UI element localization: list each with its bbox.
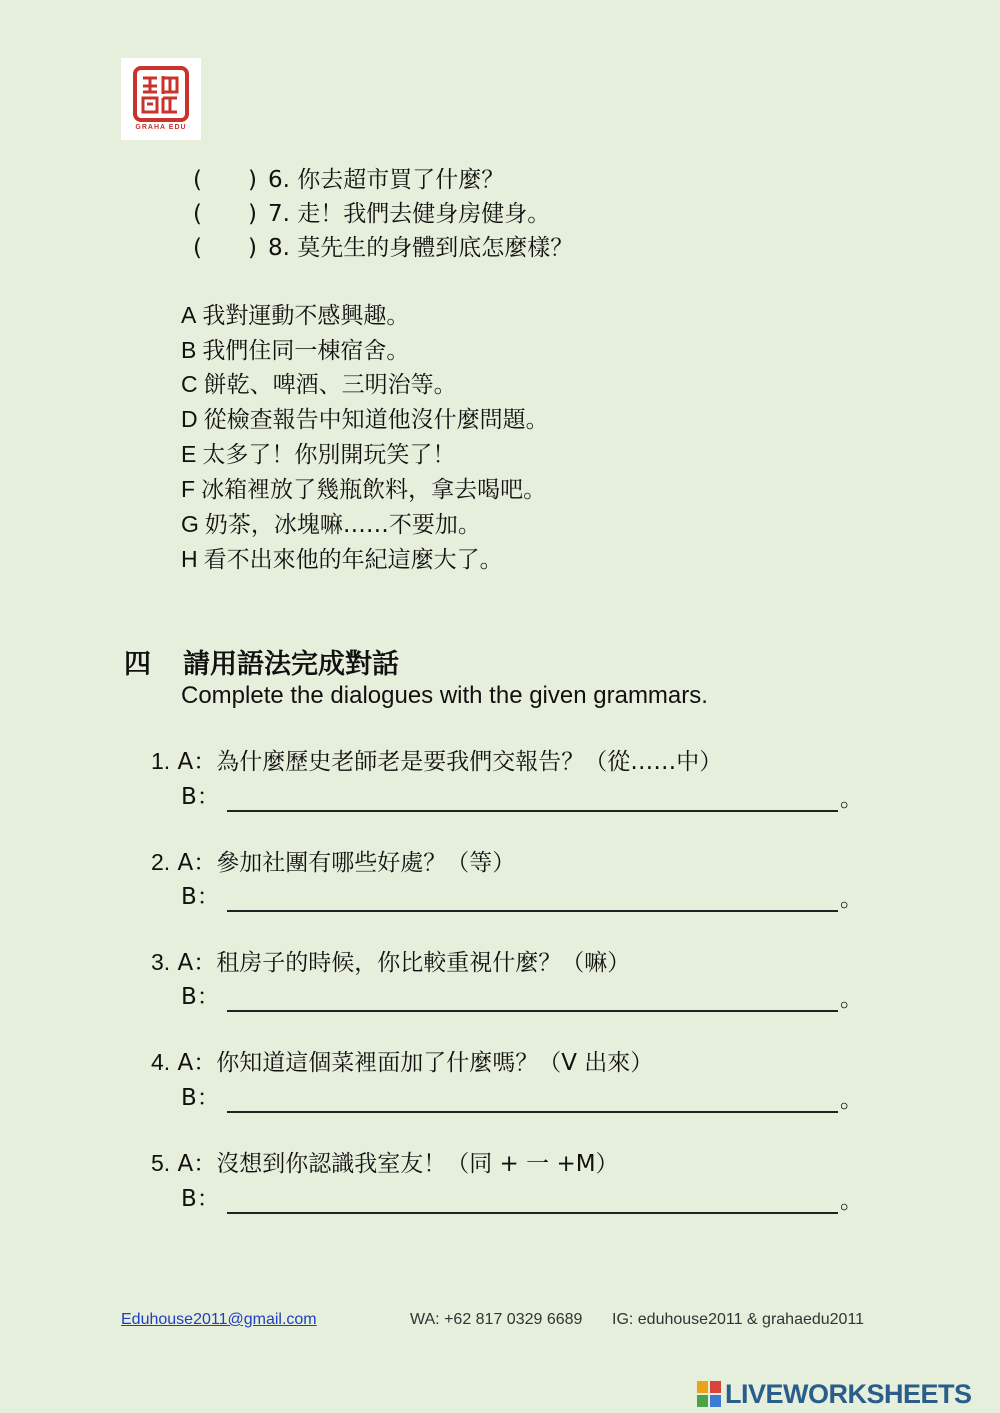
- option-text: 從檢查報告中知道他沒什麼問題。: [203, 407, 549, 433]
- graha-edu-logo: [121, 58, 201, 140]
- prompt-text: 為什麼歷史老師老是要我們交報告？（從……中）: [216, 749, 723, 775]
- dialogue-number: 1.: [151, 748, 171, 774]
- option-letter: D: [181, 406, 198, 432]
- section-number: 四: [124, 649, 151, 680]
- option-text: 我對運動不感興趣。: [202, 303, 410, 329]
- dialogue-prompt: [151, 945, 630, 979]
- answer-blank[interactable]: [227, 980, 838, 1012]
- prompt-text: 你知道這個菜裡面加了什麼嗎？（V 出來）: [216, 1050, 654, 1076]
- dialogue-number: 3.: [151, 949, 171, 975]
- speaker-b-label: B：: [181, 884, 220, 910]
- answer-paren[interactable]: ( ): [193, 235, 257, 261]
- dialogue-prompt: [151, 845, 515, 879]
- answer-blank[interactable]: [227, 780, 838, 812]
- option-item: [181, 472, 546, 506]
- sentence-end: 。: [840, 986, 863, 1012]
- question-text: 7. 走！我們去健身房健身。: [268, 201, 551, 227]
- answer-blank[interactable]: [227, 880, 838, 912]
- contact-email-link[interactable]: Eduhouse2011@gmail.com: [121, 1311, 317, 1328]
- section-subtitle: Complete the dialogues with the given grammars.: [181, 682, 708, 709]
- option-item: [181, 507, 481, 541]
- liveworksheets-grid-icon: [697, 1381, 721, 1407]
- option-letter: C: [181, 371, 198, 397]
- option-letter: H: [181, 546, 198, 572]
- option-text: 冰箱裡放了幾瓶飲料，拿去喝吧。: [201, 477, 547, 503]
- sentence-end: 。: [840, 1188, 863, 1214]
- sentence-end: 。: [840, 1087, 863, 1113]
- option-item: [181, 437, 455, 471]
- option-letter: E: [181, 441, 197, 467]
- section-title: 請用語法完成對話: [183, 649, 399, 680]
- sentence-end: 。: [840, 886, 863, 912]
- option-letter: B: [181, 337, 197, 363]
- option-item: [181, 298, 409, 332]
- answer-paren[interactable]: ( ): [193, 201, 257, 227]
- dialogue-prompt: [151, 1146, 619, 1180]
- question-row: [193, 231, 573, 265]
- option-item: [181, 402, 549, 436]
- speaker-a-label: A：: [177, 950, 217, 976]
- speaker-a-label: A：: [177, 749, 217, 775]
- answer-blank[interactable]: [227, 1081, 838, 1113]
- sentence-end: 。: [840, 786, 863, 812]
- speaker-a-label: A：: [177, 1050, 217, 1076]
- question-text: 6. 你去超市買了什麼？: [268, 167, 505, 193]
- option-letter: G: [181, 511, 199, 537]
- option-text: 我們住同一棟宿舍。: [202, 338, 410, 364]
- liveworksheets-wordmark: LIVEWORKSHEETS: [725, 1379, 972, 1409]
- dialogue-number: 2.: [151, 849, 171, 875]
- dialogue-number: 5.: [151, 1150, 171, 1176]
- option-text: 太多了！你別開玩笑了！: [202, 442, 456, 468]
- dialogue-number: 4.: [151, 1049, 171, 1075]
- dialogue-prompt: [151, 1045, 653, 1079]
- speaker-b-label: B：: [181, 784, 220, 810]
- option-item: [181, 367, 457, 401]
- speaker-b-label: B：: [181, 1186, 220, 1212]
- question-row: [193, 197, 550, 231]
- option-item: [181, 542, 503, 576]
- seal-icon: [133, 66, 189, 122]
- question-row: [193, 163, 504, 197]
- speaker-b-label: B：: [181, 984, 220, 1010]
- contact-whatsapp: WA: +62 817 0329 6689: [410, 1311, 583, 1328]
- option-text: 奶茶，冰塊嘛……不要加。: [204, 512, 481, 538]
- logo-caption: GRAHA EDU: [135, 124, 187, 131]
- dialogue-prompt: [151, 744, 722, 778]
- speaker-a-label: A：: [177, 1151, 217, 1177]
- answer-blank[interactable]: [227, 1182, 838, 1214]
- prompt-text: 租房子的時候，你比較重視什麼？（嘛）: [216, 950, 631, 976]
- answer-paren[interactable]: ( ): [193, 167, 257, 193]
- option-letter: F: [181, 476, 196, 502]
- contact-instagram: IG: eduhouse2011 & grahaedu2011: [612, 1311, 865, 1328]
- option-item: [181, 333, 409, 367]
- question-text: 8. 莫先生的身體到底怎麼樣？: [268, 235, 574, 261]
- option-letter: A: [181, 302, 197, 328]
- speaker-a-label: A：: [177, 850, 217, 876]
- prompt-text: 沒想到你認識我室友！（同 + 一 +M）: [216, 1151, 619, 1177]
- speaker-b-label: B：: [181, 1085, 220, 1111]
- option-text: 看不出來他的年紀這麼大了。: [203, 547, 503, 573]
- prompt-text: 參加社團有哪些好處？（等）: [216, 850, 516, 876]
- option-text: 餅乾、啤酒、三明治等。: [203, 372, 457, 398]
